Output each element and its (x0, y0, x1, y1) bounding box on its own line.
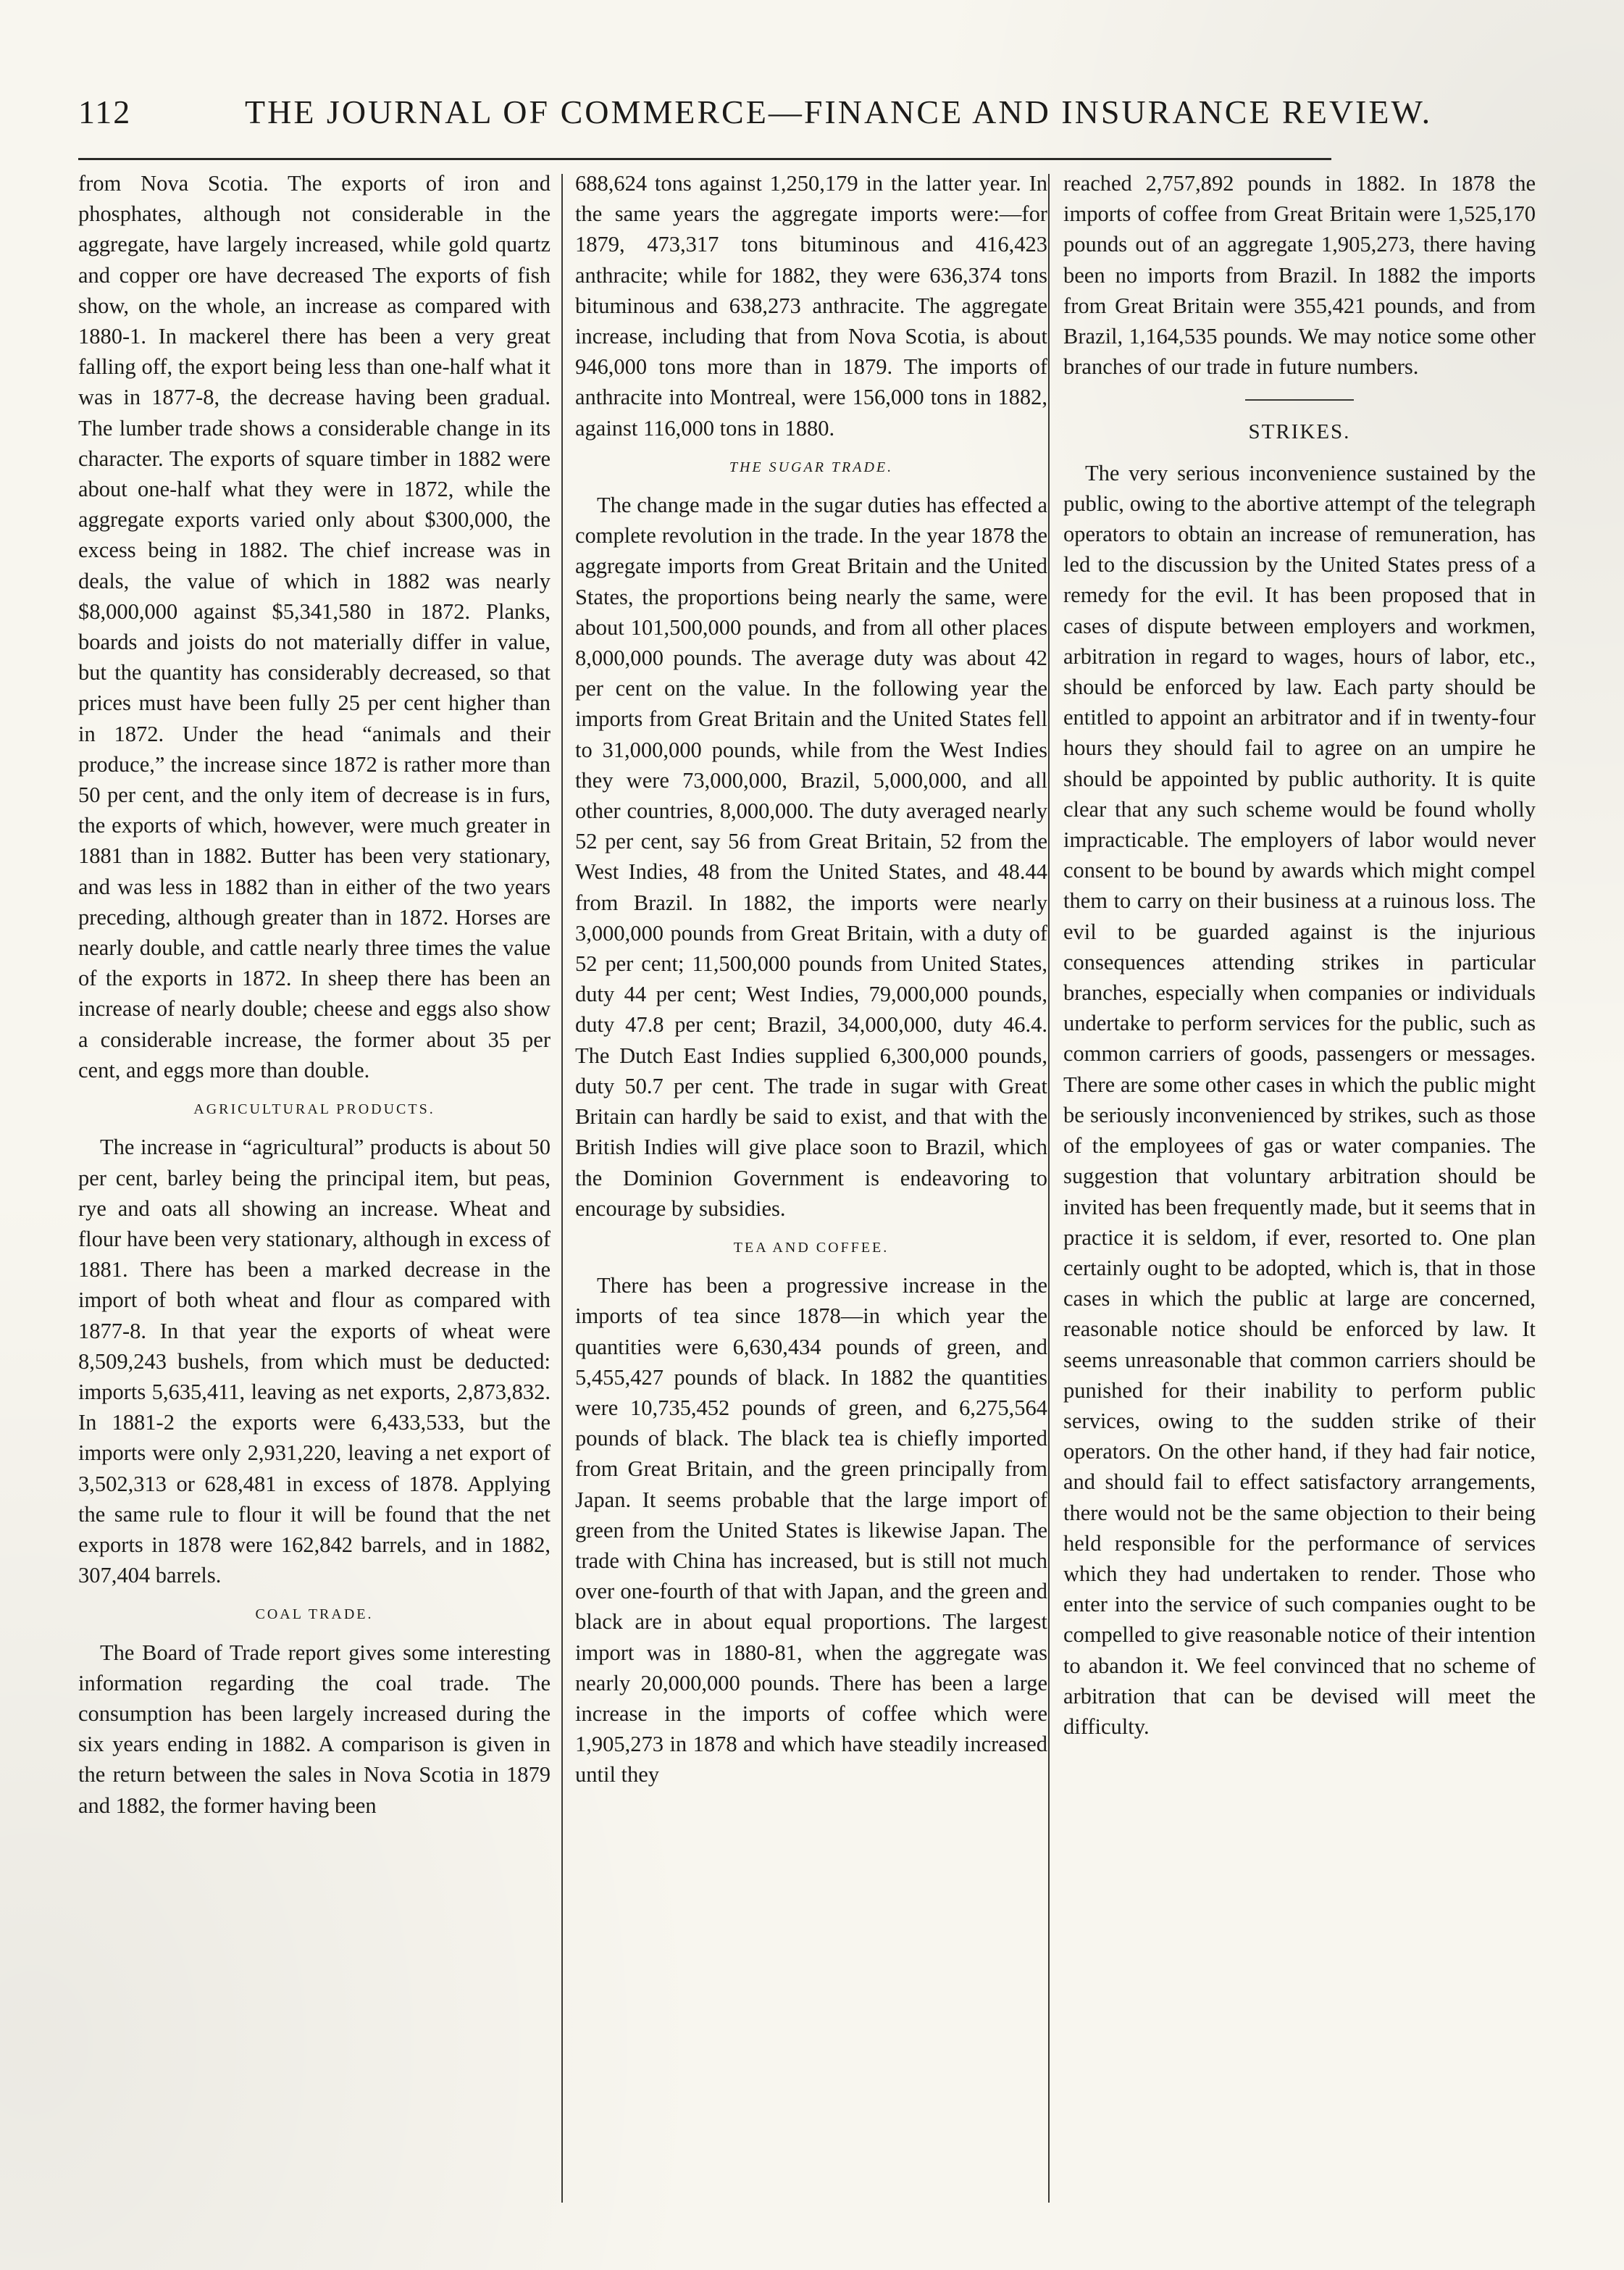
section-heading-coal-trade: COAL TRADE. (255, 1606, 374, 1623)
page-number: 112 (78, 93, 132, 130)
column-divider (1048, 174, 1050, 2203)
article-paragraph: The very serious inconvenience sustained by the public, owing to the abortive attempt of the telegraph operators to obtain an increase of remuneration, has led to the discussion by the United States press of a remedy for the evil. It has been proposed that in cases of dispute between employers and workmen, arbitration in regard to wages, hours of labor, etc., should be enforced by law. Each party should be entitled to appoint an arbitrator and if in twenty-four hours they should fail to agree on an umpire he should be appointed by public authority. It is quite clear that any such scheme would be found wholly impracticable. The employers of labor would never consent to be bound by awards which might compel them to carry on their business at a ruinous loss. The evil to be guarded against is the injurious consequences attending strikes in particular branches, especially when companies or individuals undertake to perform services for the public, such as common carriers of goods, passengers or messages. There are some other cases in which the public might be seriously inconvenienced by strikes, such as those of the employees of gas or water companies. The suggestion that voluntary arbitration should be invited has been frequently made, but it seems that in practice it is seldom, if ever, resorted to. One plan certainly ought to be adopted, which is, that in those cases in which the public at large are concerned, reasonable notice should be enforced by law. It seems unreasonable that common carriers should be punished for their inability to perform public services, owing to the sudden strike of their operators. On the other hand, if they had fair notice, and should fail to effect satisfactory arrangements, there would not be the same objection to their being held responsible for the performance of services which they had undertaken to render. Those who enter into the service of such companies ought to be compelled to give reasonable notice of their intention to abandon it. We feel convinced that no scheme of arbitration that can be devised will meet the difficulty. (1063, 460, 1536, 1739)
article-paragraph: The Board of Trade report gives some interesting information regarding the coal trade. The consumption has been largely increased during the six years ending in 1882. A comparison is given in the return between the sales in Nova Scotia in 1879 and 1882, the former having been (78, 1640, 551, 1818)
section-heading-sugar-trade: THE SUGAR TRADE. (729, 459, 894, 475)
header-rule (78, 158, 1331, 160)
section-rule (1245, 399, 1354, 401)
column-divider (561, 174, 563, 2203)
column-1 (78, 168, 551, 2197)
article-paragraph: from Nova Scotia. The exports of iron and phosphates, although not considerable in the aggregate, have largely increased, while gold quartz and copper ore have decreased The exports of fish show, on the whole, an increase as compared with 1880-1. In mackerel there has been a very great falling off, the export being less than one-half what it was in 1877-8, the decrease having been gradual. The lumber trade shows a considerable change in its character. The exports of square timber in 1882 were about one-half what they were in 1872, while the aggregate exports varied only about $300,000, the excess being in 1882. The chief increase was in deals, the value of which in 1882 was nearly $8,000,000 against $5,341,580 in 1872. Planks, boards and joists do not materially differ in value, but the quantity has considerably decreased, so that prices must have been fully 25 per cent higher than in 1872. Under the head “animals and their produce,” the increase since 1872 is rather more than 50 per cent, and the only item of decrease is in furs, the exports of which, however, were much greater in 1881 than in 1882. Butter has been very stationary, and was less in 1882 than in either of the two years preceding, although greater than in 1872. Horses are nearly double, and cattle nearly three times the value of the exports in 1872. In sheep there has been an increase of nearly double; cheese and eggs also show a considerable increase, the former about 35 per cent, and eggs more than double. (78, 171, 551, 1082)
article-paragraph: 688,624 tons against 1,250,179 in the latter year. In the same years the aggregate imports were:—for 1879, 473,317 tons bituminous and 416,423 anthracite; while for 1882, they were 636,374 tons bituminous and 638,273 anthracite. The aggregate increase, including that from Nova Scotia, is about 946,000 tons more than in 1879. The imports of anthracite into Montreal, were 156,000 tons in 1882, against 116,000 tons in 1880. (575, 171, 1047, 441)
article-paragraph: The change made in the sugar duties has effected a complete revolution in the trade. In the year 1878 the aggregate imports from Great Britain and the United States, the proportions being nearly the same, were about 101,500,000 pounds, and from all other places 8,000,000 pounds. The average duty was about 42 per cent on the value. In the following year the imports from Great Britain and the United States fell to 31,000,000 pounds, while from the West Indies they were 73,000,000, Brazil, 5,000,000, and all other countries, 8,000,000. The duty averaged nearly 52 per cent, say 56 from Great Britain, 52 from the West Indies, 48 from the United States, and 48.44 from Brazil. In 1882, the imports were nearly 3,000,000 pounds from Great Britain, with a duty of 52 per cent; 11,500,000 pounds from United States, duty 44 per cent; West Indies, 79,000,000 pounds, duty 47.8 per cent; Brazil, 34,000,000, duty 46.4. The Dutch East Indies supplied 6,300,000 pounds, duty 50.7 per cent. The trade in sugar with Great Britain can hardly be said to exist, and that with the British Indies will give place soon to Brazil, which the Dominion Government is endeavoring to encourage by subsidies. (575, 493, 1047, 1221)
page-header (78, 93, 1433, 143)
section-heading-agricultural-products: AGRICULTURAL PRODUCTS. (193, 1101, 435, 1118)
article-paragraph: There has been a progressive increase in the imports of tea since 1878—in which year the quantities were 6,630,434 pounds of green, and 5,455,427 pounds of black. In 1882 the quantities were 10,735,452 pounds of green, and 6,275,564 pounds of black. The black tea is chiefly imported from Great Britain, and the green principally from Japan. It seems probable that the large import of green from the United States is likewise Japan. The trade with China has increased, but is still not much over one-fourth of that with Japan, and the green and black are in about equal proportions. The largest import was in 1880-81, when the aggregate was nearly 20,000,000 pounds. There has been a large increase in the imports of coffee which were 1,905,273 in 1878 and which have steadily increased until they (575, 1273, 1047, 1787)
column-2 (575, 168, 1047, 2197)
column-3 (1063, 168, 1536, 2197)
section-heading-tea-and-coffee: TEA AND COFFEE. (733, 1239, 890, 1256)
article-paragraph: The increase in “agricultural” products is about 50 per cent, barley being the principal item, but peas, rye and oats all showing an increase. Wheat and flour have been very stationary, although in excess of 1881. There has been a marked decrease in the import of both wheat and flour as compared with 1877-8. In that year the exports of wheat were 8,509,243 bushels, from which must be deducted: imports 5,635,411, leaving as net exports, 2,873,832. In 1881-2 the exports were 6,433,533, but the imports were only 2,931,220, leaving a net export of 3,502,313 or 628,481 in excess of 1878. Applying the same rule to flour it will be found that the net exports in 1878 were 162,842 barrels, and in 1882, 307,404 barrels. (78, 1135, 551, 1588)
running-title: THE JOURNAL OF COMMERCE—FINANCE AND INSURANCE REVIEW. (245, 93, 1433, 130)
section-heading-strikes: STRIKES. (1248, 420, 1351, 444)
article-paragraph: reached 2,757,892 pounds in 1882. In 1878 the imports of coffee from Great Britain were 1,525,170 pounds out of an aggregate 1,905,273, there having been no imports from Brazil. In 1882 the imports from Great Britain were 355,421 pounds, and from Brazil, 1,164,535 pounds. We may notice some other branches of our trade in future numbers. (1063, 171, 1536, 380)
